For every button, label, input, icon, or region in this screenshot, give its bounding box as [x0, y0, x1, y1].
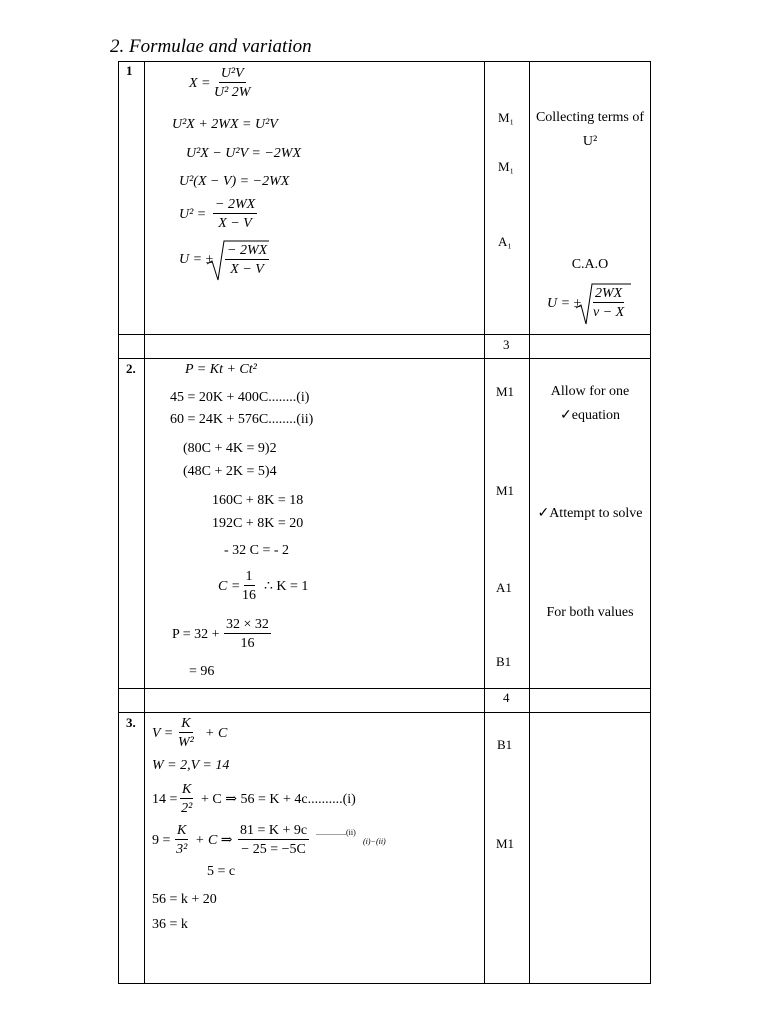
fraction-denominator: 2²	[181, 801, 193, 817]
equation-fraction	[213, 197, 257, 232]
fraction-denominator: 3²	[176, 842, 188, 858]
equation-line: 60 = 24K + 576C........(ii)	[170, 412, 314, 427]
equation-fraction	[224, 617, 271, 652]
equation-line: 56 = k + 20	[152, 892, 217, 907]
equation-rhs: + C	[205, 726, 228, 741]
table-border-right	[650, 61, 651, 984]
equation-line: 160C + 8K = 18	[212, 493, 304, 508]
fraction-numerator: K	[180, 782, 193, 799]
comment-text: Allow for one	[550, 384, 630, 399]
equation-lhs: U² =	[179, 207, 207, 222]
total-marks: 3	[503, 337, 510, 352]
mark-label: M₁	[498, 159, 515, 174]
equation-line: 36 = k	[152, 917, 188, 932]
equation-lhs: P = 32 +	[172, 627, 220, 642]
equation-line: (48C + 2K = 5)4	[183, 464, 277, 479]
question-number: 2.	[126, 361, 136, 376]
equation-line: (80C + 4K = 9)2	[183, 441, 277, 456]
mark-label: B1	[497, 737, 513, 752]
equation-line: = 96	[189, 664, 215, 679]
equation-lhs: U = ±	[179, 252, 214, 267]
table-border-left	[118, 61, 119, 984]
fraction-numerator: 32 × 32	[224, 617, 271, 634]
equation-lhs: 14 =	[152, 792, 178, 807]
column-divider	[529, 61, 530, 984]
question-number: 3.	[126, 715, 136, 730]
equation-lhs: V =	[152, 726, 174, 741]
fraction-denominator: X − V	[218, 216, 252, 232]
column-divider	[484, 61, 485, 984]
row-divider	[118, 688, 651, 689]
comment-text: U²	[582, 134, 598, 149]
fraction-numerator: 1	[244, 569, 255, 586]
mark-label: M1	[496, 384, 515, 399]
equation-fraction	[214, 66, 250, 101]
row-divider	[118, 334, 651, 335]
equation-line: U²X − U²V = −2WX	[186, 146, 302, 161]
equation-note: ...............(ii)	[316, 828, 356, 837]
equation-line: 5 = c	[207, 864, 236, 879]
column-divider	[144, 61, 145, 984]
fraction-numerator: K	[175, 823, 188, 840]
equation-line: 192C + 8K = 20	[212, 516, 304, 531]
equation-line: U²(X − V) = −2WX	[179, 174, 290, 189]
mark-label: M₁	[498, 110, 515, 125]
fraction-denominator: 16	[242, 588, 256, 604]
fraction-numerator: 2WX	[593, 286, 624, 303]
section-title: Formulae and variation	[129, 36, 312, 57]
mark-label: B1	[496, 654, 512, 669]
mark-label: M1	[496, 836, 515, 851]
equation-lhs: 9 =	[152, 833, 171, 848]
equation-fraction	[238, 823, 309, 858]
equation-line: 45 = 20K + 400C........(i)	[170, 390, 310, 405]
equation-line: U²X + 2WX = U²V	[172, 117, 278, 132]
equation-line: - 32 C = - 2	[224, 543, 290, 558]
row-divider	[118, 712, 651, 713]
equation-line: W = 2,V = 14	[152, 758, 230, 773]
fraction-numerator: − 2WX	[213, 197, 257, 214]
equation-line: P = Kt + Ct²	[185, 362, 257, 377]
mark-label: A₁	[498, 234, 512, 249]
equation-lhs: U = ±	[547, 296, 582, 311]
fraction-denominator: v − X	[593, 305, 625, 321]
equation-note: (i)−(ii)	[363, 837, 386, 846]
comment-text: Collecting terms of	[535, 110, 645, 125]
equation-lhs: C =	[218, 579, 241, 594]
equation-lhs: X =	[189, 76, 211, 91]
equation-fraction	[242, 569, 256, 604]
mark-label: M1	[496, 483, 515, 498]
equation-fraction	[175, 823, 188, 858]
comment-text: For both values	[546, 605, 634, 620]
equation-fraction	[593, 286, 624, 321]
table-border-top	[118, 61, 651, 62]
comment-text: ✓equation	[560, 408, 620, 423]
equation-rhs: ∴ K = 1	[264, 579, 309, 594]
comment-text: ✓Attempt to solve	[537, 506, 643, 521]
total-marks: 4	[503, 690, 510, 705]
section-number: 2.	[110, 36, 125, 57]
fraction-denominator: 16	[240, 636, 255, 652]
equation-fraction	[225, 243, 269, 278]
comment-text: C.A.O	[571, 257, 609, 272]
fraction-denominator: W²	[178, 735, 194, 751]
fraction-numerator: − 2WX	[225, 243, 269, 260]
fraction-numerator: K	[179, 716, 192, 733]
section-heading	[110, 36, 312, 58]
equation-rhs: + C ⇒ 56 = K + 4c..........(i)	[201, 792, 356, 807]
question-number: 1	[126, 63, 133, 78]
equation-mid: + C ⇒	[195, 833, 233, 848]
fraction-denominator: − 25 = −5C	[241, 842, 306, 858]
mark-label: A1	[496, 580, 512, 595]
equation-fraction	[178, 716, 194, 751]
fraction-numerator: U²V	[219, 66, 246, 83]
row-divider	[118, 358, 651, 359]
fraction-denominator: X − V	[230, 262, 264, 278]
fraction-denominator: U² 2W	[214, 85, 251, 101]
table-border-bottom	[118, 983, 651, 984]
fraction-numerator: 81 = K + 9c	[238, 823, 309, 840]
equation-fraction	[180, 782, 193, 817]
